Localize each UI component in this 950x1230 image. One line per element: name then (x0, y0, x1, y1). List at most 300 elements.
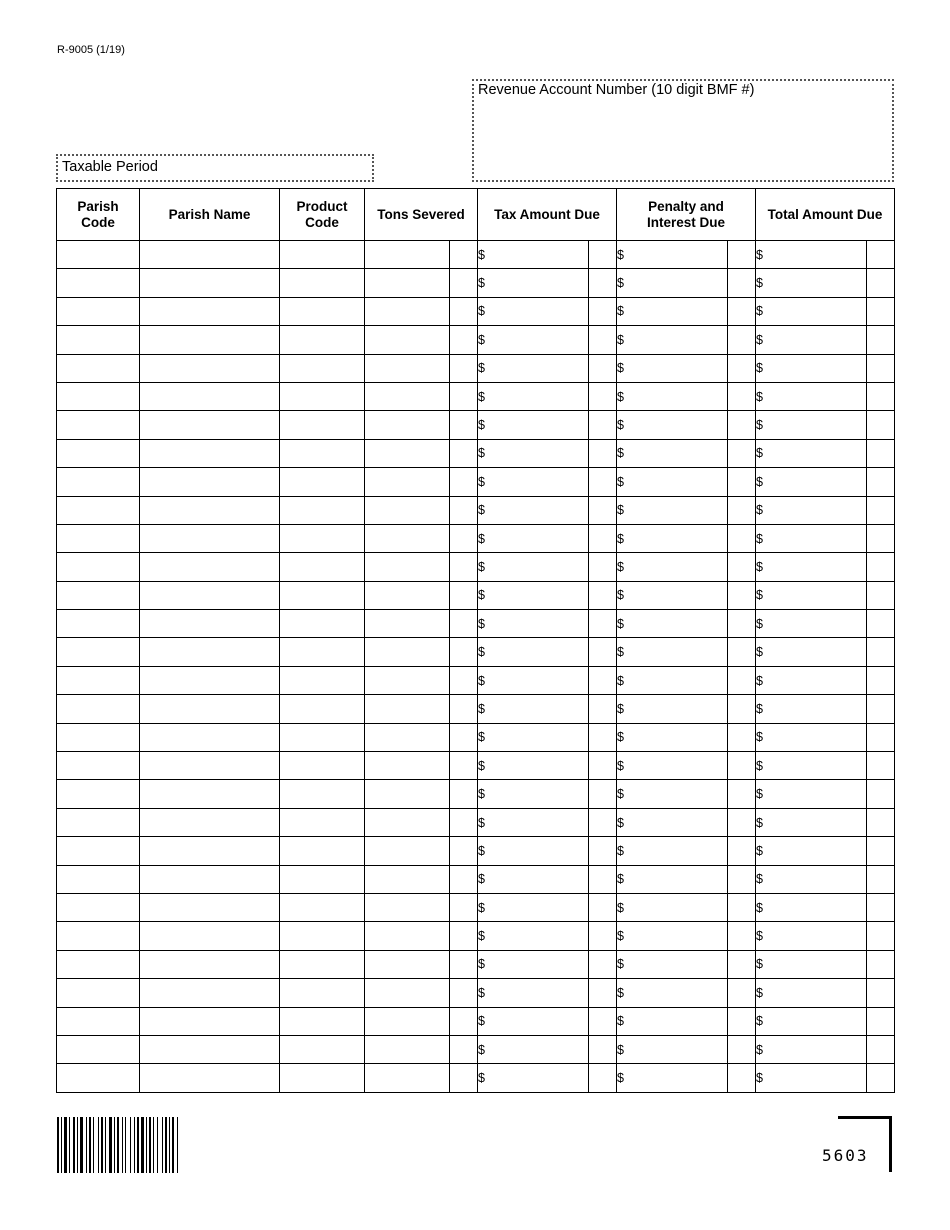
parish-name-cell[interactable] (140, 411, 280, 439)
tax-amount-due-cell[interactable] (478, 241, 589, 269)
tons-severed-fraction-cell[interactable] (450, 297, 478, 325)
product-code-cell[interactable] (280, 581, 365, 609)
tons-severed-fraction-cell[interactable] (450, 468, 478, 496)
total-amount-due-cents-cell[interactable] (867, 439, 895, 467)
product-code-cell[interactable] (280, 723, 365, 751)
parish-code-cell[interactable] (57, 752, 140, 780)
product-code-cell[interactable] (280, 865, 365, 893)
product-code-cell[interactable] (280, 326, 365, 354)
total-amount-due-cell[interactable] (756, 269, 867, 297)
penalty-interest-due-cell[interactable] (617, 553, 728, 581)
tons-severed-cell[interactable] (365, 411, 450, 439)
total-amount-due-cell[interactable] (756, 780, 867, 808)
tons-severed-fraction-cell[interactable] (450, 666, 478, 694)
total-amount-due-cents-cell[interactable] (867, 581, 895, 609)
total-amount-due-cell[interactable] (756, 837, 867, 865)
total-amount-due-cents-cell[interactable] (867, 553, 895, 581)
total-amount-due-cell[interactable] (756, 524, 867, 552)
parish-code-cell[interactable] (57, 382, 140, 410)
total-amount-due-cents-cell[interactable] (867, 950, 895, 978)
penalty-interest-due-cents-cell[interactable] (728, 382, 756, 410)
total-amount-due-cents-cell[interactable] (867, 723, 895, 751)
parish-code-cell[interactable] (57, 354, 140, 382)
tons-severed-cell[interactable] (365, 581, 450, 609)
tons-severed-cell[interactable] (365, 950, 450, 978)
tons-severed-fraction-cell[interactable] (450, 354, 478, 382)
tax-amount-due-cell[interactable] (478, 326, 589, 354)
penalty-interest-due-cents-cell[interactable] (728, 439, 756, 467)
tax-amount-due-cell[interactable] (478, 837, 589, 865)
parish-code-cell[interactable] (57, 1035, 140, 1063)
tons-severed-cell[interactable] (365, 439, 450, 467)
tons-severed-fraction-cell[interactable] (450, 922, 478, 950)
tons-severed-cell[interactable] (365, 638, 450, 666)
penalty-interest-due-cents-cell[interactable] (728, 553, 756, 581)
tons-severed-cell[interactable] (365, 808, 450, 836)
tax-amount-due-cell[interactable] (478, 439, 589, 467)
parish-name-cell[interactable] (140, 468, 280, 496)
penalty-interest-due-cents-cell[interactable] (728, 1064, 756, 1092)
product-code-cell[interactable] (280, 241, 365, 269)
penalty-interest-due-cell[interactable] (617, 382, 728, 410)
parish-code-cell[interactable] (57, 524, 140, 552)
penalty-interest-due-cell[interactable] (617, 411, 728, 439)
parish-name-cell[interactable] (140, 865, 280, 893)
tax-amount-due-cell[interactable] (478, 893, 589, 921)
total-amount-due-cents-cell[interactable] (867, 524, 895, 552)
penalty-interest-due-cents-cell[interactable] (728, 524, 756, 552)
total-amount-due-cell[interactable] (756, 553, 867, 581)
total-amount-due-cell[interactable] (756, 723, 867, 751)
penalty-interest-due-cell[interactable] (617, 780, 728, 808)
penalty-interest-due-cell[interactable] (617, 922, 728, 950)
tax-amount-due-cell[interactable] (478, 808, 589, 836)
tax-amount-due-cents-cell[interactable] (589, 326, 617, 354)
parish-name-cell[interactable] (140, 354, 280, 382)
parish-code-cell[interactable] (57, 241, 140, 269)
tons-severed-fraction-cell[interactable] (450, 1035, 478, 1063)
tax-amount-due-cents-cell[interactable] (589, 269, 617, 297)
parish-code-cell[interactable] (57, 723, 140, 751)
total-amount-due-cents-cell[interactable] (867, 1064, 895, 1092)
product-code-cell[interactable] (280, 1007, 365, 1035)
parish-name-cell[interactable] (140, 297, 280, 325)
tons-severed-cell[interactable] (365, 723, 450, 751)
penalty-interest-due-cents-cell[interactable] (728, 837, 756, 865)
total-amount-due-cell[interactable] (756, 326, 867, 354)
total-amount-due-cents-cell[interactable] (867, 382, 895, 410)
penalty-interest-due-cents-cell[interactable] (728, 808, 756, 836)
parish-code-cell[interactable] (57, 837, 140, 865)
parish-name-cell[interactable] (140, 241, 280, 269)
penalty-interest-due-cents-cell[interactable] (728, 666, 756, 694)
product-code-cell[interactable] (280, 808, 365, 836)
parish-name-cell[interactable] (140, 808, 280, 836)
total-amount-due-cell[interactable] (756, 922, 867, 950)
penalty-interest-due-cents-cell[interactable] (728, 468, 756, 496)
tax-amount-due-cents-cell[interactable] (589, 752, 617, 780)
penalty-interest-due-cell[interactable] (617, 524, 728, 552)
parish-name-cell[interactable] (140, 382, 280, 410)
penalty-interest-due-cell[interactable] (617, 808, 728, 836)
penalty-interest-due-cents-cell[interactable] (728, 326, 756, 354)
penalty-interest-due-cell[interactable] (617, 241, 728, 269)
penalty-interest-due-cell[interactable] (617, 979, 728, 1007)
total-amount-due-cell[interactable] (756, 496, 867, 524)
tax-amount-due-cents-cell[interactable] (589, 468, 617, 496)
product-code-cell[interactable] (280, 780, 365, 808)
total-amount-due-cents-cell[interactable] (867, 1007, 895, 1035)
tons-severed-cell[interactable] (365, 1007, 450, 1035)
parish-code-cell[interactable] (57, 950, 140, 978)
tax-amount-due-cents-cell[interactable] (589, 922, 617, 950)
parish-name-cell[interactable] (140, 524, 280, 552)
total-amount-due-cell[interactable] (756, 1035, 867, 1063)
tons-severed-cell[interactable] (365, 979, 450, 1007)
parish-name-cell[interactable] (140, 780, 280, 808)
total-amount-due-cents-cell[interactable] (867, 695, 895, 723)
tax-amount-due-cents-cell[interactable] (589, 241, 617, 269)
parish-code-cell[interactable] (57, 808, 140, 836)
product-code-cell[interactable] (280, 695, 365, 723)
product-code-cell[interactable] (280, 979, 365, 1007)
parish-code-cell[interactable] (57, 1064, 140, 1092)
total-amount-due-cents-cell[interactable] (867, 241, 895, 269)
tons-severed-cell[interactable] (365, 241, 450, 269)
penalty-interest-due-cents-cell[interactable] (728, 496, 756, 524)
tax-amount-due-cents-cell[interactable] (589, 354, 617, 382)
parish-name-cell[interactable] (140, 837, 280, 865)
taxable-period-field[interactable] (56, 154, 374, 182)
tons-severed-fraction-cell[interactable] (450, 411, 478, 439)
tax-amount-due-cents-cell[interactable] (589, 439, 617, 467)
tax-amount-due-cents-cell[interactable] (589, 893, 617, 921)
total-amount-due-cell[interactable] (756, 241, 867, 269)
penalty-interest-due-cents-cell[interactable] (728, 695, 756, 723)
tax-amount-due-cents-cell[interactable] (589, 950, 617, 978)
tax-amount-due-cell[interactable] (478, 553, 589, 581)
tax-amount-due-cents-cell[interactable] (589, 1064, 617, 1092)
product-code-cell[interactable] (280, 837, 365, 865)
tons-severed-fraction-cell[interactable] (450, 979, 478, 1007)
penalty-interest-due-cell[interactable] (617, 439, 728, 467)
total-amount-due-cell[interactable] (756, 808, 867, 836)
parish-code-cell[interactable] (57, 780, 140, 808)
tons-severed-cell[interactable] (365, 1064, 450, 1092)
tax-amount-due-cents-cell[interactable] (589, 979, 617, 1007)
penalty-interest-due-cell[interactable] (617, 638, 728, 666)
tax-amount-due-cents-cell[interactable] (589, 581, 617, 609)
total-amount-due-cell[interactable] (756, 581, 867, 609)
tons-severed-cell[interactable] (365, 468, 450, 496)
product-code-cell[interactable] (280, 893, 365, 921)
penalty-interest-due-cents-cell[interactable] (728, 752, 756, 780)
penalty-interest-due-cell[interactable] (617, 1064, 728, 1092)
total-amount-due-cents-cell[interactable] (867, 610, 895, 638)
total-amount-due-cell[interactable] (756, 752, 867, 780)
tax-amount-due-cell[interactable] (478, 1035, 589, 1063)
tons-severed-cell[interactable] (365, 553, 450, 581)
tax-amount-due-cents-cell[interactable] (589, 1035, 617, 1063)
penalty-interest-due-cents-cell[interactable] (728, 241, 756, 269)
penalty-interest-due-cell[interactable] (617, 752, 728, 780)
total-amount-due-cell[interactable] (756, 439, 867, 467)
total-amount-due-cents-cell[interactable] (867, 1035, 895, 1063)
tons-severed-fraction-cell[interactable] (450, 496, 478, 524)
tons-severed-fraction-cell[interactable] (450, 808, 478, 836)
product-code-cell[interactable] (280, 524, 365, 552)
tax-amount-due-cents-cell[interactable] (589, 496, 617, 524)
tons-severed-fraction-cell[interactable] (450, 581, 478, 609)
parish-name-cell[interactable] (140, 950, 280, 978)
parish-code-cell[interactable] (57, 865, 140, 893)
parish-name-cell[interactable] (140, 893, 280, 921)
tons-severed-fraction-cell[interactable] (450, 638, 478, 666)
tax-amount-due-cell[interactable] (478, 780, 589, 808)
tons-severed-cell[interactable] (365, 893, 450, 921)
tax-amount-due-cents-cell[interactable] (589, 780, 617, 808)
parish-code-cell[interactable] (57, 468, 140, 496)
total-amount-due-cents-cell[interactable] (867, 638, 895, 666)
total-amount-due-cell[interactable] (756, 610, 867, 638)
parish-name-cell[interactable] (140, 610, 280, 638)
product-code-cell[interactable] (280, 269, 365, 297)
tons-severed-cell[interactable] (365, 496, 450, 524)
penalty-interest-due-cents-cell[interactable] (728, 354, 756, 382)
parish-name-cell[interactable] (140, 326, 280, 354)
parish-name-cell[interactable] (140, 1007, 280, 1035)
penalty-interest-due-cell[interactable] (617, 893, 728, 921)
total-amount-due-cents-cell[interactable] (867, 269, 895, 297)
tax-amount-due-cents-cell[interactable] (589, 297, 617, 325)
penalty-interest-due-cell[interactable] (617, 326, 728, 354)
total-amount-due-cents-cell[interactable] (867, 297, 895, 325)
total-amount-due-cell[interactable] (756, 297, 867, 325)
tons-severed-fraction-cell[interactable] (450, 241, 478, 269)
tons-severed-cell[interactable] (365, 666, 450, 694)
total-amount-due-cell[interactable] (756, 950, 867, 978)
product-code-cell[interactable] (280, 1035, 365, 1063)
parish-code-cell[interactable] (57, 666, 140, 694)
tax-amount-due-cents-cell[interactable] (589, 723, 617, 751)
total-amount-due-cents-cell[interactable] (867, 468, 895, 496)
tons-severed-fraction-cell[interactable] (450, 950, 478, 978)
total-amount-due-cell[interactable] (756, 1064, 867, 1092)
tax-amount-due-cell[interactable] (478, 1007, 589, 1035)
tons-severed-cell[interactable] (365, 610, 450, 638)
penalty-interest-due-cell[interactable] (617, 723, 728, 751)
parish-code-cell[interactable] (57, 1007, 140, 1035)
tons-severed-fraction-cell[interactable] (450, 1007, 478, 1035)
total-amount-due-cents-cell[interactable] (867, 752, 895, 780)
tons-severed-fraction-cell[interactable] (450, 865, 478, 893)
parish-code-cell[interactable] (57, 610, 140, 638)
total-amount-due-cents-cell[interactable] (867, 922, 895, 950)
penalty-interest-due-cents-cell[interactable] (728, 411, 756, 439)
parish-name-cell[interactable] (140, 922, 280, 950)
tax-amount-due-cell[interactable] (478, 269, 589, 297)
parish-name-cell[interactable] (140, 638, 280, 666)
tax-amount-due-cell[interactable] (478, 354, 589, 382)
tons-severed-fraction-cell[interactable] (450, 837, 478, 865)
parish-name-cell[interactable] (140, 269, 280, 297)
penalty-interest-due-cents-cell[interactable] (728, 638, 756, 666)
tax-amount-due-cell[interactable] (478, 382, 589, 410)
tax-amount-due-cell[interactable] (478, 950, 589, 978)
total-amount-due-cents-cell[interactable] (867, 411, 895, 439)
tax-amount-due-cents-cell[interactable] (589, 610, 617, 638)
total-amount-due-cell[interactable] (756, 354, 867, 382)
penalty-interest-due-cell[interactable] (617, 865, 728, 893)
penalty-interest-due-cell[interactable] (617, 581, 728, 609)
tax-amount-due-cell[interactable] (478, 297, 589, 325)
product-code-cell[interactable] (280, 638, 365, 666)
tax-amount-due-cents-cell[interactable] (589, 638, 617, 666)
tons-severed-cell[interactable] (365, 326, 450, 354)
tons-severed-fraction-cell[interactable] (450, 553, 478, 581)
tax-amount-due-cell[interactable] (478, 581, 589, 609)
tax-amount-due-cell[interactable] (478, 524, 589, 552)
tons-severed-fraction-cell[interactable] (450, 780, 478, 808)
parish-name-cell[interactable] (140, 979, 280, 1007)
product-code-cell[interactable] (280, 411, 365, 439)
parish-code-cell[interactable] (57, 922, 140, 950)
parish-code-cell[interactable] (57, 439, 140, 467)
total-amount-due-cell[interactable] (756, 893, 867, 921)
tons-severed-cell[interactable] (365, 780, 450, 808)
product-code-cell[interactable] (280, 496, 365, 524)
tons-severed-fraction-cell[interactable] (450, 610, 478, 638)
tons-severed-cell[interactable] (365, 354, 450, 382)
parish-name-cell[interactable] (140, 553, 280, 581)
tons-severed-fraction-cell[interactable] (450, 723, 478, 751)
penalty-interest-due-cents-cell[interactable] (728, 865, 756, 893)
parish-name-cell[interactable] (140, 723, 280, 751)
total-amount-due-cell[interactable] (756, 979, 867, 1007)
revenue-account-number-field[interactable] (472, 79, 894, 182)
parish-name-cell[interactable] (140, 752, 280, 780)
penalty-interest-due-cell[interactable] (617, 950, 728, 978)
tons-severed-cell[interactable] (365, 524, 450, 552)
tax-amount-due-cents-cell[interactable] (589, 865, 617, 893)
penalty-interest-due-cell[interactable] (617, 695, 728, 723)
penalty-interest-due-cell[interactable] (617, 666, 728, 694)
parish-code-cell[interactable] (57, 581, 140, 609)
tax-amount-due-cents-cell[interactable] (589, 666, 617, 694)
total-amount-due-cell[interactable] (756, 666, 867, 694)
parish-name-cell[interactable] (140, 1035, 280, 1063)
total-amount-due-cents-cell[interactable] (867, 354, 895, 382)
tax-amount-due-cell[interactable] (478, 496, 589, 524)
tons-severed-cell[interactable] (365, 695, 450, 723)
tons-severed-cell[interactable] (365, 752, 450, 780)
parish-code-cell[interactable] (57, 297, 140, 325)
penalty-interest-due-cell[interactable] (617, 837, 728, 865)
penalty-interest-due-cell[interactable] (617, 1035, 728, 1063)
tax-amount-due-cell[interactable] (478, 752, 589, 780)
penalty-interest-due-cell[interactable] (617, 610, 728, 638)
tax-amount-due-cents-cell[interactable] (589, 382, 617, 410)
tax-amount-due-cell[interactable] (478, 1064, 589, 1092)
penalty-interest-due-cell[interactable] (617, 269, 728, 297)
product-code-cell[interactable] (280, 297, 365, 325)
tax-amount-due-cell[interactable] (478, 979, 589, 1007)
tax-amount-due-cell[interactable] (478, 638, 589, 666)
tons-severed-fraction-cell[interactable] (450, 695, 478, 723)
tax-amount-due-cell[interactable] (478, 922, 589, 950)
tax-amount-due-cents-cell[interactable] (589, 524, 617, 552)
total-amount-due-cents-cell[interactable] (867, 496, 895, 524)
tons-severed-fraction-cell[interactable] (450, 382, 478, 410)
tons-severed-cell[interactable] (365, 922, 450, 950)
product-code-cell[interactable] (280, 354, 365, 382)
parish-code-cell[interactable] (57, 553, 140, 581)
total-amount-due-cell[interactable] (756, 382, 867, 410)
total-amount-due-cents-cell[interactable] (867, 780, 895, 808)
parish-name-cell[interactable] (140, 695, 280, 723)
total-amount-due-cents-cell[interactable] (867, 808, 895, 836)
tax-amount-due-cents-cell[interactable] (589, 411, 617, 439)
parish-name-cell[interactable] (140, 581, 280, 609)
parish-code-cell[interactable] (57, 695, 140, 723)
tons-severed-cell[interactable] (365, 865, 450, 893)
tax-amount-due-cell[interactable] (478, 468, 589, 496)
tons-severed-cell[interactable] (365, 297, 450, 325)
product-code-cell[interactable] (280, 610, 365, 638)
tons-severed-fraction-cell[interactable] (450, 269, 478, 297)
total-amount-due-cents-cell[interactable] (867, 326, 895, 354)
tons-severed-fraction-cell[interactable] (450, 524, 478, 552)
parish-code-cell[interactable] (57, 638, 140, 666)
total-amount-due-cents-cell[interactable] (867, 865, 895, 893)
parish-name-cell[interactable] (140, 1064, 280, 1092)
penalty-interest-due-cents-cell[interactable] (728, 950, 756, 978)
tons-severed-cell[interactable] (365, 269, 450, 297)
penalty-interest-due-cents-cell[interactable] (728, 581, 756, 609)
product-code-cell[interactable] (280, 439, 365, 467)
total-amount-due-cell[interactable] (756, 468, 867, 496)
tons-severed-cell[interactable] (365, 837, 450, 865)
total-amount-due-cell[interactable] (756, 695, 867, 723)
penalty-interest-due-cents-cell[interactable] (728, 269, 756, 297)
tax-amount-due-cents-cell[interactable] (589, 837, 617, 865)
tons-severed-fraction-cell[interactable] (450, 893, 478, 921)
tons-severed-fraction-cell[interactable] (450, 439, 478, 467)
tax-amount-due-cell[interactable] (478, 666, 589, 694)
total-amount-due-cell[interactable] (756, 865, 867, 893)
total-amount-due-cell[interactable] (756, 638, 867, 666)
total-amount-due-cell[interactable] (756, 1007, 867, 1035)
penalty-interest-due-cell[interactable] (617, 468, 728, 496)
penalty-interest-due-cents-cell[interactable] (728, 893, 756, 921)
parish-name-cell[interactable] (140, 666, 280, 694)
parish-name-cell[interactable] (140, 439, 280, 467)
parish-code-cell[interactable] (57, 411, 140, 439)
product-code-cell[interactable] (280, 922, 365, 950)
tons-severed-fraction-cell[interactable] (450, 752, 478, 780)
product-code-cell[interactable] (280, 666, 365, 694)
tax-amount-due-cents-cell[interactable] (589, 808, 617, 836)
tax-amount-due-cents-cell[interactable] (589, 553, 617, 581)
product-code-cell[interactable] (280, 950, 365, 978)
tax-amount-due-cell[interactable] (478, 610, 589, 638)
penalty-interest-due-cents-cell[interactable] (728, 979, 756, 1007)
total-amount-due-cents-cell[interactable] (867, 893, 895, 921)
penalty-interest-due-cell[interactable] (617, 297, 728, 325)
total-amount-due-cents-cell[interactable] (867, 979, 895, 1007)
tons-severed-fraction-cell[interactable] (450, 326, 478, 354)
parish-code-cell[interactable] (57, 269, 140, 297)
